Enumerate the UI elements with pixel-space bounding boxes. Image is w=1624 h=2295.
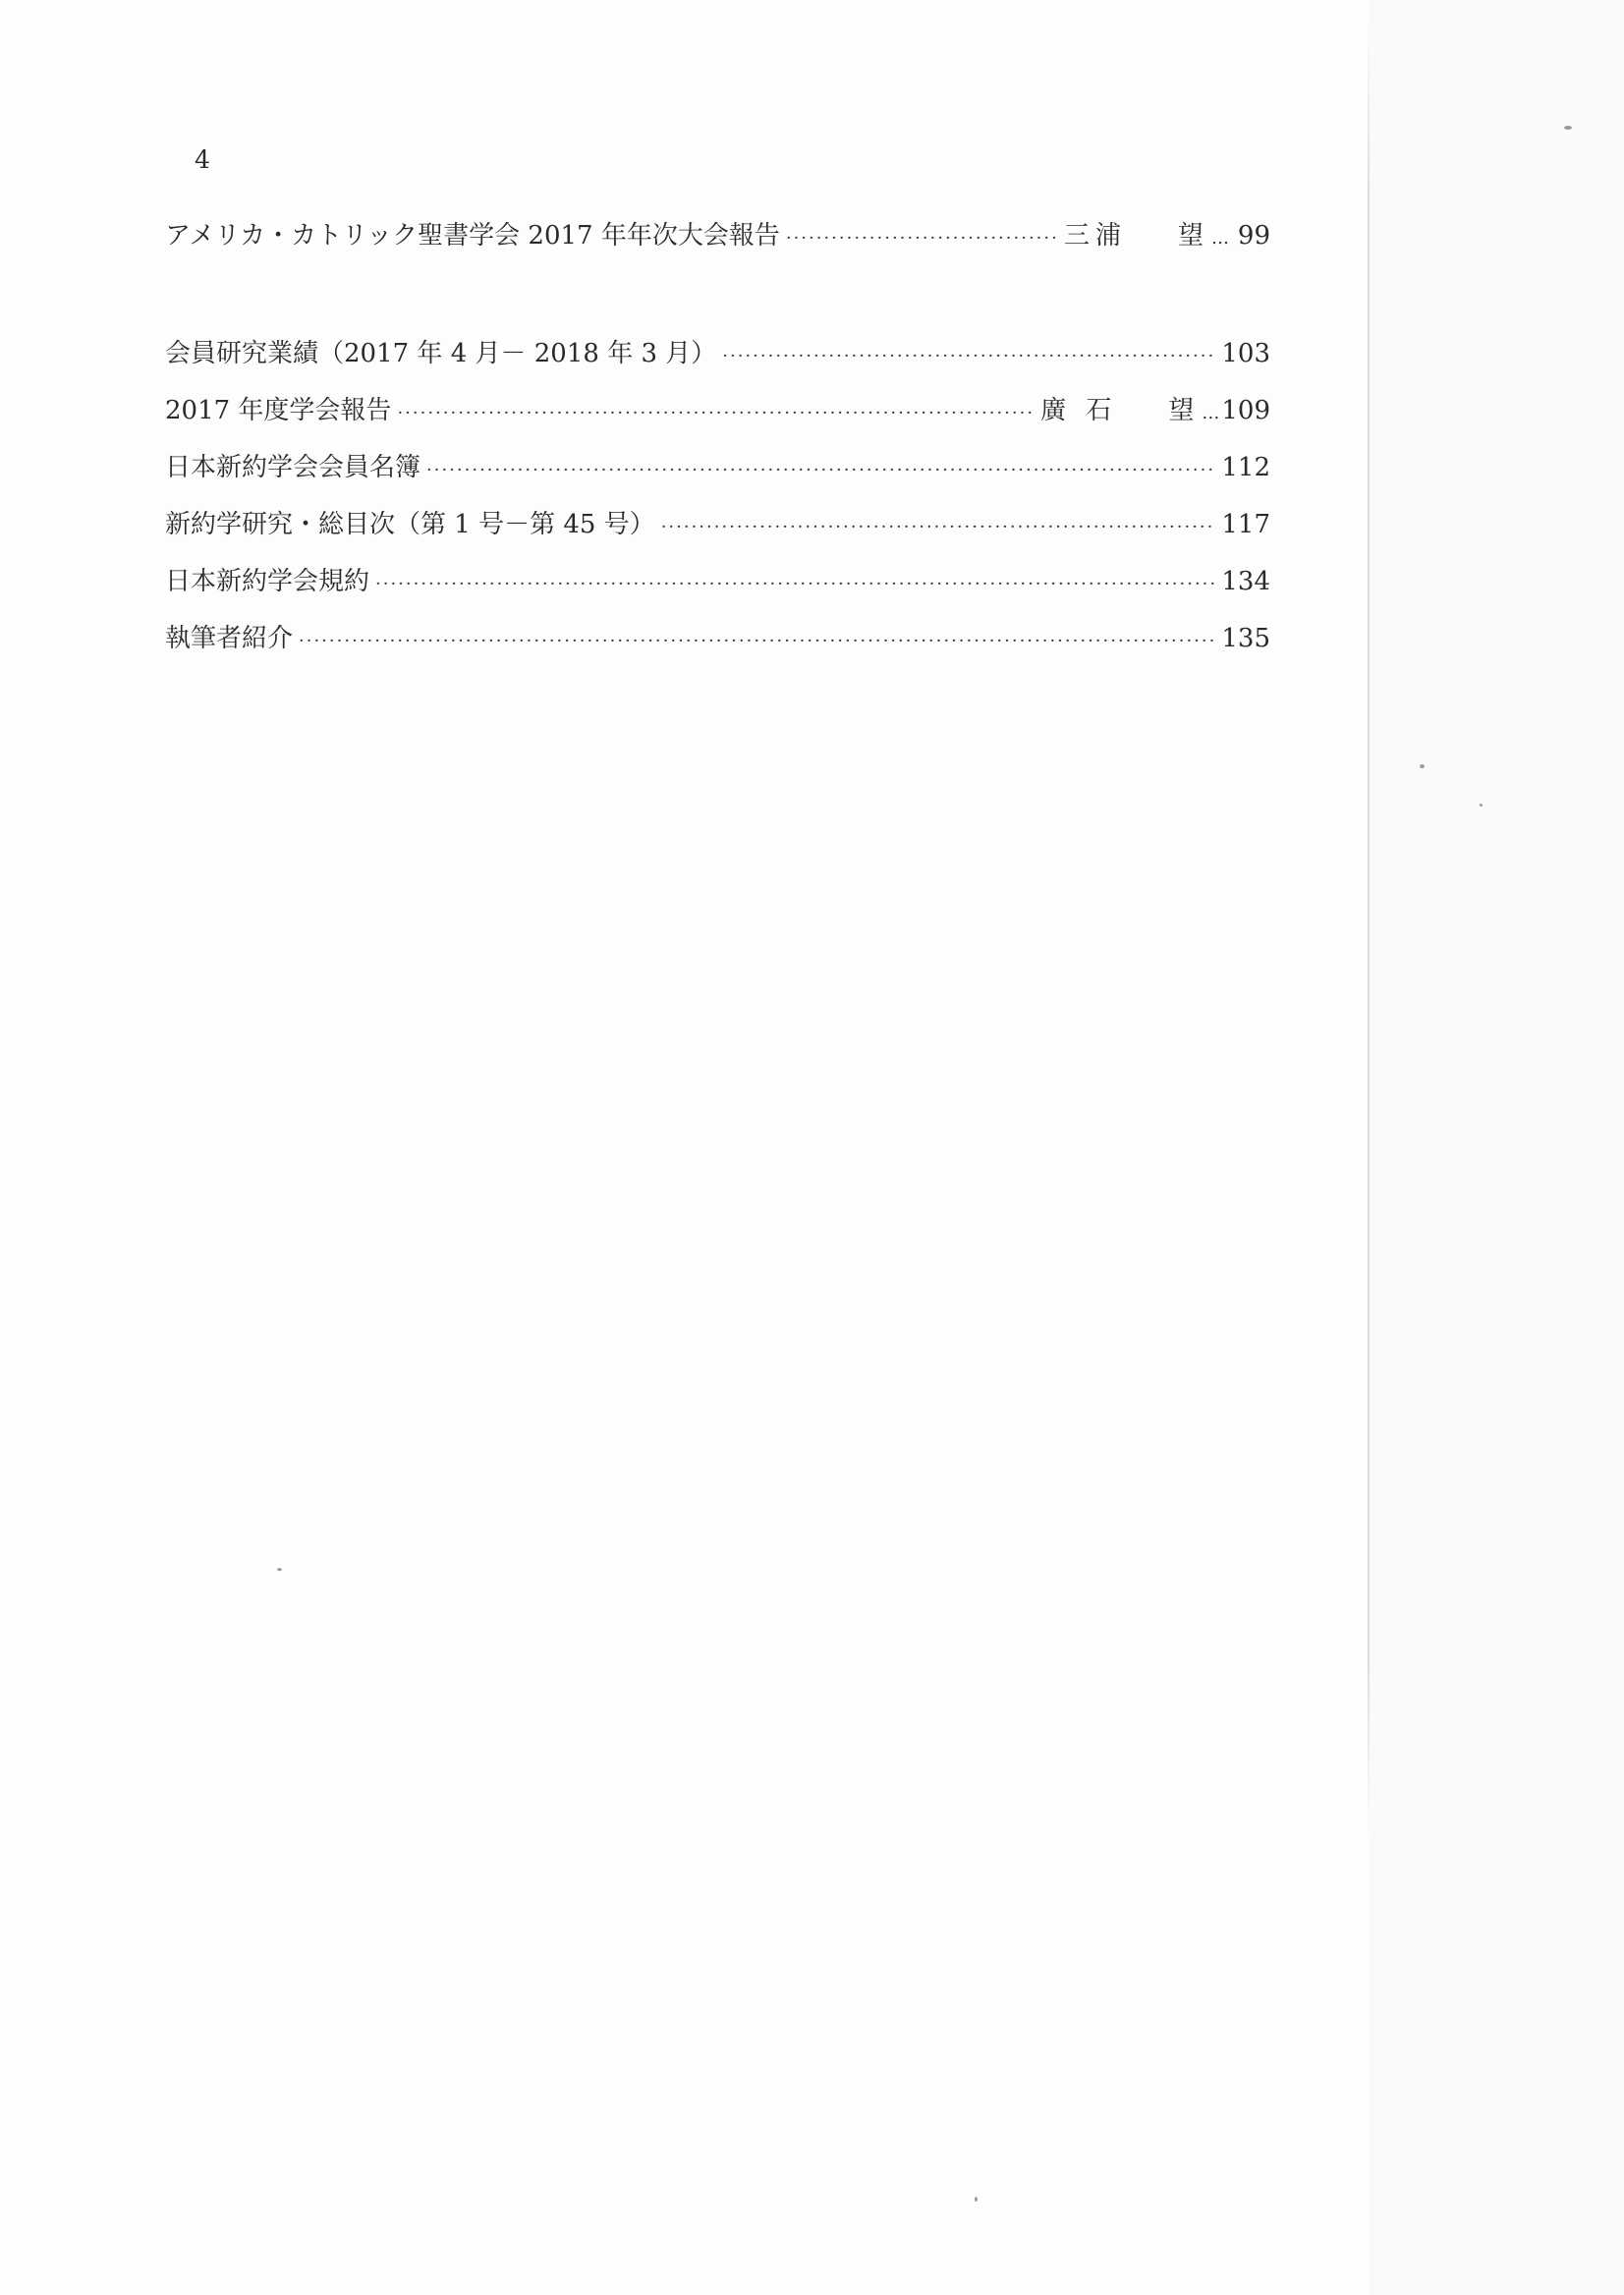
toc-leader-dots: [786, 219, 1058, 258]
author-given-name: 望: [1177, 221, 1209, 251]
toc-entry-page: 112: [1221, 453, 1270, 482]
toc-entry-page: 135: [1221, 624, 1270, 653]
toc-entry: [165, 562, 1270, 601]
toc-entry-page: 109: [1221, 396, 1270, 425]
toc-leader-dots: [426, 451, 1215, 490]
toc-entry-title: アメリカ・カトリック聖書学会 2017 年年次大会報告: [165, 221, 780, 251]
toc-entry-featured: [165, 216, 1270, 255]
toc-entry: [165, 334, 1270, 373]
toc-leader-dots: …: [1211, 228, 1231, 249]
toc-entry-title: 日本新約学会会員名簿: [165, 453, 421, 482]
toc-entry-title: 執筆者紹介: [165, 624, 294, 653]
toc-leader-dots: [299, 622, 1215, 661]
scan-speck: [1420, 764, 1425, 768]
toc-leader-dots: [661, 508, 1216, 547]
scan-speck: [975, 2197, 978, 2202]
scan-margin: [1370, 0, 1624, 2295]
toc-leader-dots: [397, 394, 1035, 433]
scan-speck: [1564, 126, 1572, 130]
fold-line: [1368, 20, 1370, 1837]
toc-entry: [165, 448, 1270, 487]
author-given-name: 望: [1168, 396, 1201, 425]
toc-entry-author: [1040, 391, 1200, 430]
toc-leader-dots: …: [1202, 403, 1222, 423]
toc-entry-title: 2017 年度学会報告: [165, 396, 392, 425]
scan-speck: [1480, 804, 1483, 807]
toc-entry-author: [1064, 216, 1209, 255]
toc-entry-page: 117: [1221, 510, 1270, 539]
author-family-name: 三浦: [1063, 221, 1127, 251]
toc-entry-title: 新約学研究・総目次（第 1 号－第 45 号）: [165, 510, 655, 539]
toc-leader-dots: [722, 337, 1215, 376]
toc-leader-dots: [375, 565, 1215, 604]
author-family-name: 廣 石: [1040, 396, 1118, 425]
toc-entry: [165, 505, 1270, 544]
toc-entry-page: 134: [1221, 567, 1270, 596]
toc-entry: [165, 391, 1270, 430]
scan-speck: [277, 1568, 282, 1571]
toc-entry: [165, 619, 1270, 658]
page-number: 4: [195, 145, 211, 174]
toc-entry-title: 日本新約学会規約: [165, 567, 370, 596]
toc-entry-title: 会員研究業績（2017 年 4 月－ 2018 年 3 月）: [165, 339, 717, 368]
toc-entry-page: 103: [1221, 339, 1270, 368]
toc-entry-page: 99: [1237, 221, 1270, 251]
